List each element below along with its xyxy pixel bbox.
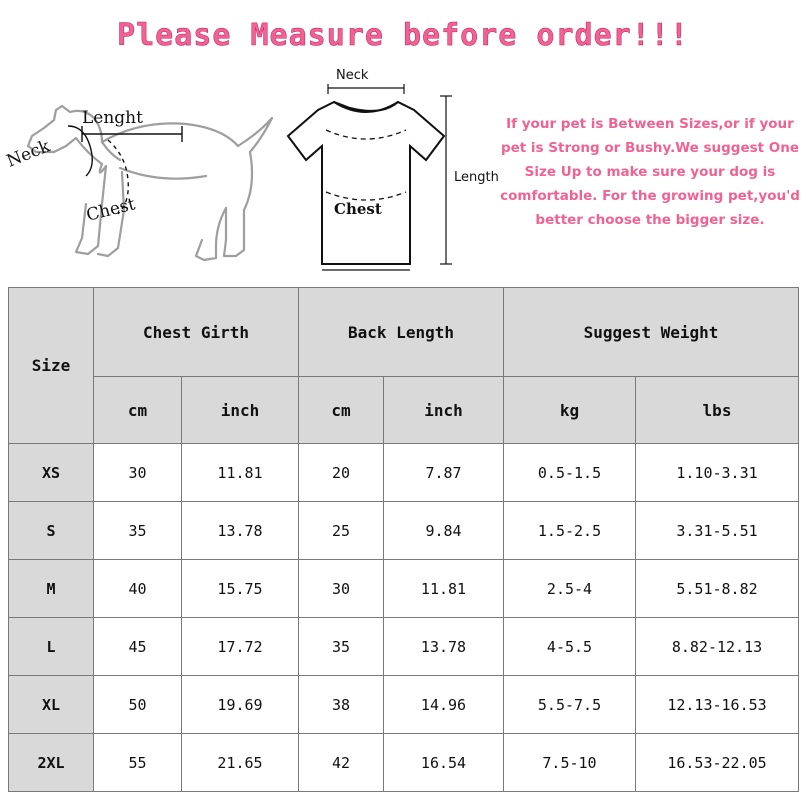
cell-back-inch: 7.87	[384, 444, 504, 502]
header-suggest-weight: Suggest Weight	[504, 288, 799, 377]
cell-size: L	[9, 618, 94, 676]
cell-chest-inch: 13.78	[182, 502, 299, 560]
size-table	[8, 287, 799, 792]
table-row	[9, 560, 799, 618]
cell-size: 2XL	[9, 734, 94, 792]
cell-weight-kg: 2.5-4	[504, 560, 636, 618]
table-row	[9, 444, 799, 502]
dog-diagram	[3, 80, 280, 280]
cell-back-inch: 11.81	[384, 560, 504, 618]
table-row	[9, 618, 799, 676]
table-body	[9, 444, 799, 792]
shirt-chest-label: Chest	[334, 200, 382, 218]
illustrations	[0, 70, 806, 285]
cell-back-cm: 30	[299, 560, 384, 618]
cell-weight-kg: 1.5-2.5	[504, 502, 636, 560]
cell-weight-lbs: 1.10-3.31	[636, 444, 799, 502]
cell-weight-lbs: 16.53-22.05	[636, 734, 799, 792]
sizing-note: If your pet is Between Sizes,or if your pet is Strong or Bushy.We suggest One Size Up to make sure your dog is comfortable. For the growing pet,you'd better choose the bigger size.	[500, 116, 800, 228]
shirt-neck-label: Neck	[336, 68, 369, 83]
cell-chest-cm: 35	[94, 502, 182, 560]
cell-back-cm: 38	[299, 676, 384, 734]
cell-back-cm: 20	[299, 444, 384, 502]
shirt-diagram	[278, 68, 499, 279]
cell-chest-cm: 30	[94, 444, 182, 502]
cell-back-cm: 25	[299, 502, 384, 560]
header-weight-lbs: lbs	[636, 377, 799, 444]
cell-weight-kg: 4-5.5	[504, 618, 636, 676]
cell-chest-cm: 40	[94, 560, 182, 618]
cell-chest-inch: 19.69	[182, 676, 299, 734]
dog-neck-label: Neck	[3, 136, 53, 172]
table-group-header-row	[9, 288, 799, 377]
cell-weight-kg: 7.5-10	[504, 734, 636, 792]
cell-back-cm: 35	[299, 618, 384, 676]
table-row	[9, 676, 799, 734]
cell-chest-inch: 21.65	[182, 734, 299, 792]
header-back-cm: cm	[299, 377, 384, 444]
shirt-length-label: Length	[454, 170, 499, 185]
cell-chest-cm: 45	[94, 618, 182, 676]
cell-chest-cm: 50	[94, 676, 182, 734]
table-head	[9, 288, 799, 444]
cell-weight-lbs: 8.82-12.13	[636, 618, 799, 676]
cell-weight-kg: 5.5-7.5	[504, 676, 636, 734]
cell-size: XL	[9, 676, 94, 734]
cell-size: XS	[9, 444, 94, 502]
dog-length-label: Lenght	[82, 108, 143, 128]
cell-chest-inch: 17.72	[182, 618, 299, 676]
table-row	[9, 734, 799, 792]
cell-chest-inch: 11.81	[182, 444, 299, 502]
table-unit-header-row	[9, 377, 799, 444]
cell-size: M	[9, 560, 94, 618]
cell-weight-kg: 0.5-1.5	[504, 444, 636, 502]
header-weight-kg: kg	[504, 377, 636, 444]
header-back-length: Back Length	[299, 288, 504, 377]
dog-chest-label: Chest	[84, 194, 138, 226]
header-chest-girth: Chest Girth	[94, 288, 299, 377]
header-back-inch: inch	[384, 377, 504, 444]
table-row	[9, 502, 799, 560]
page-title: Please Measure before order!!!	[117, 18, 689, 53]
cell-weight-lbs: 5.51-8.82	[636, 560, 799, 618]
cell-weight-lbs: 12.13-16.53	[636, 676, 799, 734]
header-chest-cm: cm	[94, 377, 182, 444]
header-chest-inch: inch	[182, 377, 299, 444]
cell-weight-lbs: 3.31-5.51	[636, 502, 799, 560]
cell-chest-cm: 55	[94, 734, 182, 792]
cell-back-inch: 9.84	[384, 502, 504, 560]
cell-size: S	[9, 502, 94, 560]
cell-chest-inch: 15.75	[182, 560, 299, 618]
size-table-wrapper	[8, 287, 798, 792]
header-size: Size	[9, 288, 94, 444]
cell-back-inch: 16.54	[384, 734, 504, 792]
cell-back-cm: 42	[299, 734, 384, 792]
cell-back-inch: 14.96	[384, 676, 504, 734]
dog-measure-lines	[10, 80, 280, 280]
cell-back-inch: 13.78	[384, 618, 504, 676]
